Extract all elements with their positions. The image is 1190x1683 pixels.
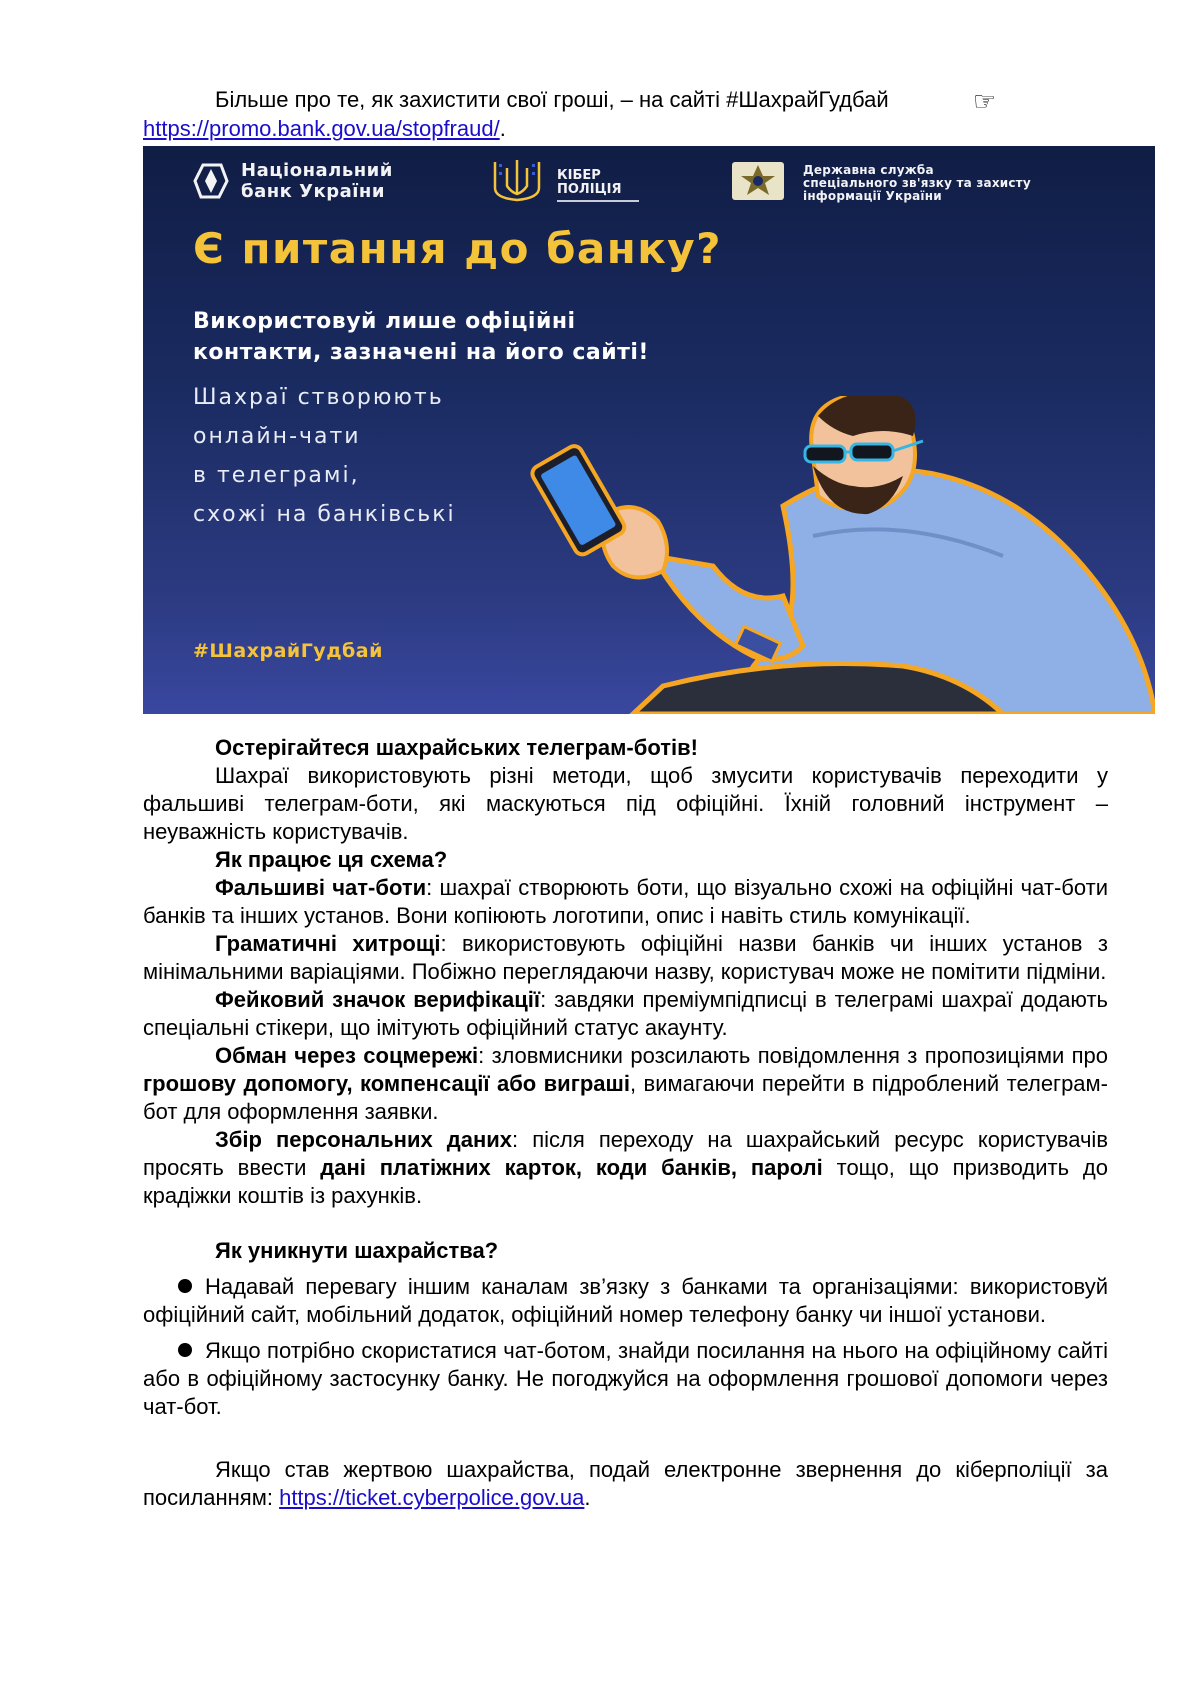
advice-2-text: Якщо потрібно скористатися чат-ботом, знайди посилання на нього на офіційному сайті або в офіційному застосунку банку. Не погоджуйся на оформлення грошової допомоги через чат-бот. (143, 1338, 1108, 1419)
fake-bots-text: : шахраї створюють боти, що візуально схожі на офіційні чат-боти банків та інших установ. Вони копіюють логотипи, опис і навіть стиль комунікації. (143, 875, 1108, 928)
dssz-line-2: спеціального зв'язку та захисту (803, 176, 1031, 190)
desc-line-2: онлайн-чати (193, 424, 361, 449)
data-bold: дані платіжних карток, коди банків, паролі (320, 1155, 823, 1180)
social-deception-paragraph (143, 1042, 1108, 1126)
stopfraud-link[interactable]: https://promo.bank.gov.ua/stopfraud/ (143, 116, 500, 141)
intro-text: Більше про те, як захистити свої гроші, – на сайті #ШахрайГудбай (215, 87, 889, 112)
article-title (143, 734, 1108, 762)
intro-paragraph (143, 86, 1108, 143)
cyberpolice-link[interactable]: https://ticket.cyberpolice.gov.ua (279, 1485, 585, 1510)
desc-line-3: в телеграмі, (193, 463, 360, 488)
personal-data-label: Збір персональних даних (215, 1127, 513, 1152)
nbu-line-2: банк України (241, 181, 385, 202)
list-item (143, 1337, 1108, 1421)
fake-verification-text: : завдяки преміумпідписці в телеграмі шахраї додають спеціальні стікери, що імітують офіційний статус акаунту. (143, 987, 1108, 1040)
cyber-line-1: КІБЕР (557, 168, 601, 183)
nbu-logo-text (241, 160, 393, 202)
sub-line-2: контакти, зазначені на його сайті! (193, 340, 649, 365)
dssz-line-3: інформації України (803, 189, 942, 203)
grammar-tricks-label: Граматичні хитрощі (215, 931, 441, 956)
fake-verification-label: Фейковий значок верифікації (215, 987, 541, 1012)
intro-link-suffix: . (499, 116, 506, 141)
article-title-text: Остерігайтеся шахрайських телеграм-ботів! (215, 735, 698, 760)
sub-line-1: Використовуй лише офіційні (193, 309, 576, 334)
scheme-title-text: Як працює ця схема? (215, 847, 448, 872)
article (143, 734, 1108, 1512)
nbu-line-1: Національний (241, 160, 393, 181)
grammar-tricks-text: : використовують офіційні назви банків чи інших установ з мінімальними варіаціями. Побіжно переглядаючи назву, користувач може не помітити підміни. (143, 931, 1108, 984)
personal-data-paragraph (143, 1126, 1108, 1210)
social-bold: грошову допомогу, компенсації або виграші (143, 1071, 630, 1096)
campaign-poster (143, 146, 1155, 714)
fake-bots-label: Фальшиві чат-боти (215, 875, 427, 900)
avoid-title-text: Як уникнути шахрайства? (215, 1238, 499, 1263)
dssz-emblem-icon (730, 160, 786, 202)
desc-line-4: схожі на банківські (193, 502, 456, 527)
poster-hashtag: #ШахрайГудбай (193, 640, 383, 662)
article-p1: Шахраї використовують різні методи, щоб змусити користувачів переходити у фальшиві телеграм-боти, які маскуються під офіційні. Їхній головний інструмент – неуважність користувачів. (143, 763, 1108, 844)
bullet-icon (178, 1343, 192, 1357)
avoid-title (143, 1237, 1108, 1265)
social-deception-label: Обман через соцмережі (215, 1043, 479, 1068)
man-with-phone-illustration (483, 396, 1155, 714)
poster-subheadline (193, 306, 649, 368)
cyberpolice-trident-icon (489, 158, 545, 202)
cyber-line-2: ПОЛІЦІЯ (557, 182, 622, 197)
advice-list (143, 1273, 1108, 1421)
advice-1-text: Надавай перевагу іншим каналам зв’язку з банками та організаціями: використовуй офіційний сайт, мобільний додаток, офіційний номер телефону банку чи іншої установи. (143, 1274, 1108, 1327)
final-suffix: . (584, 1485, 591, 1510)
final-text: Якщо став жертвою шахрайства, подай електронне звернення до кіберполіції за посиланням: (143, 1457, 1108, 1510)
data-text-1: : після переходу на шахрайський ресурс користувачів просять ввести (143, 1127, 1108, 1180)
scheme-title (143, 846, 1108, 874)
social-text-2: , вимагаючи перейти в підроблений телеграм-бот для оформлення заявки. (143, 1071, 1108, 1124)
list-item (143, 1273, 1108, 1329)
final-paragraph (143, 1456, 1108, 1512)
dssz-line-1: Державна служба (803, 163, 934, 177)
bullet-icon (178, 1279, 192, 1293)
document-page (143, 86, 1108, 1512)
dssz-logo-text (803, 164, 1031, 203)
nbu-logo-icon (193, 163, 229, 199)
poster-description (193, 378, 456, 534)
poster-headline: Є питання до банку? (193, 224, 723, 273)
fake-verification-paragraph (143, 986, 1108, 1042)
pointing-hand-icon: ☞ (972, 86, 996, 116)
grammar-tricks-paragraph (143, 930, 1108, 986)
data-text-2: тощо, що призводить до крадіжки коштів із рахунків. (143, 1155, 1108, 1208)
cyberpolice-logo-text (557, 169, 639, 202)
fake-bots-paragraph (143, 874, 1108, 930)
social-text-1: : зловмисники розсилають повідомлення з пропозиціями про (478, 1043, 1108, 1068)
desc-line-1: Шахраї створюють (193, 385, 444, 410)
